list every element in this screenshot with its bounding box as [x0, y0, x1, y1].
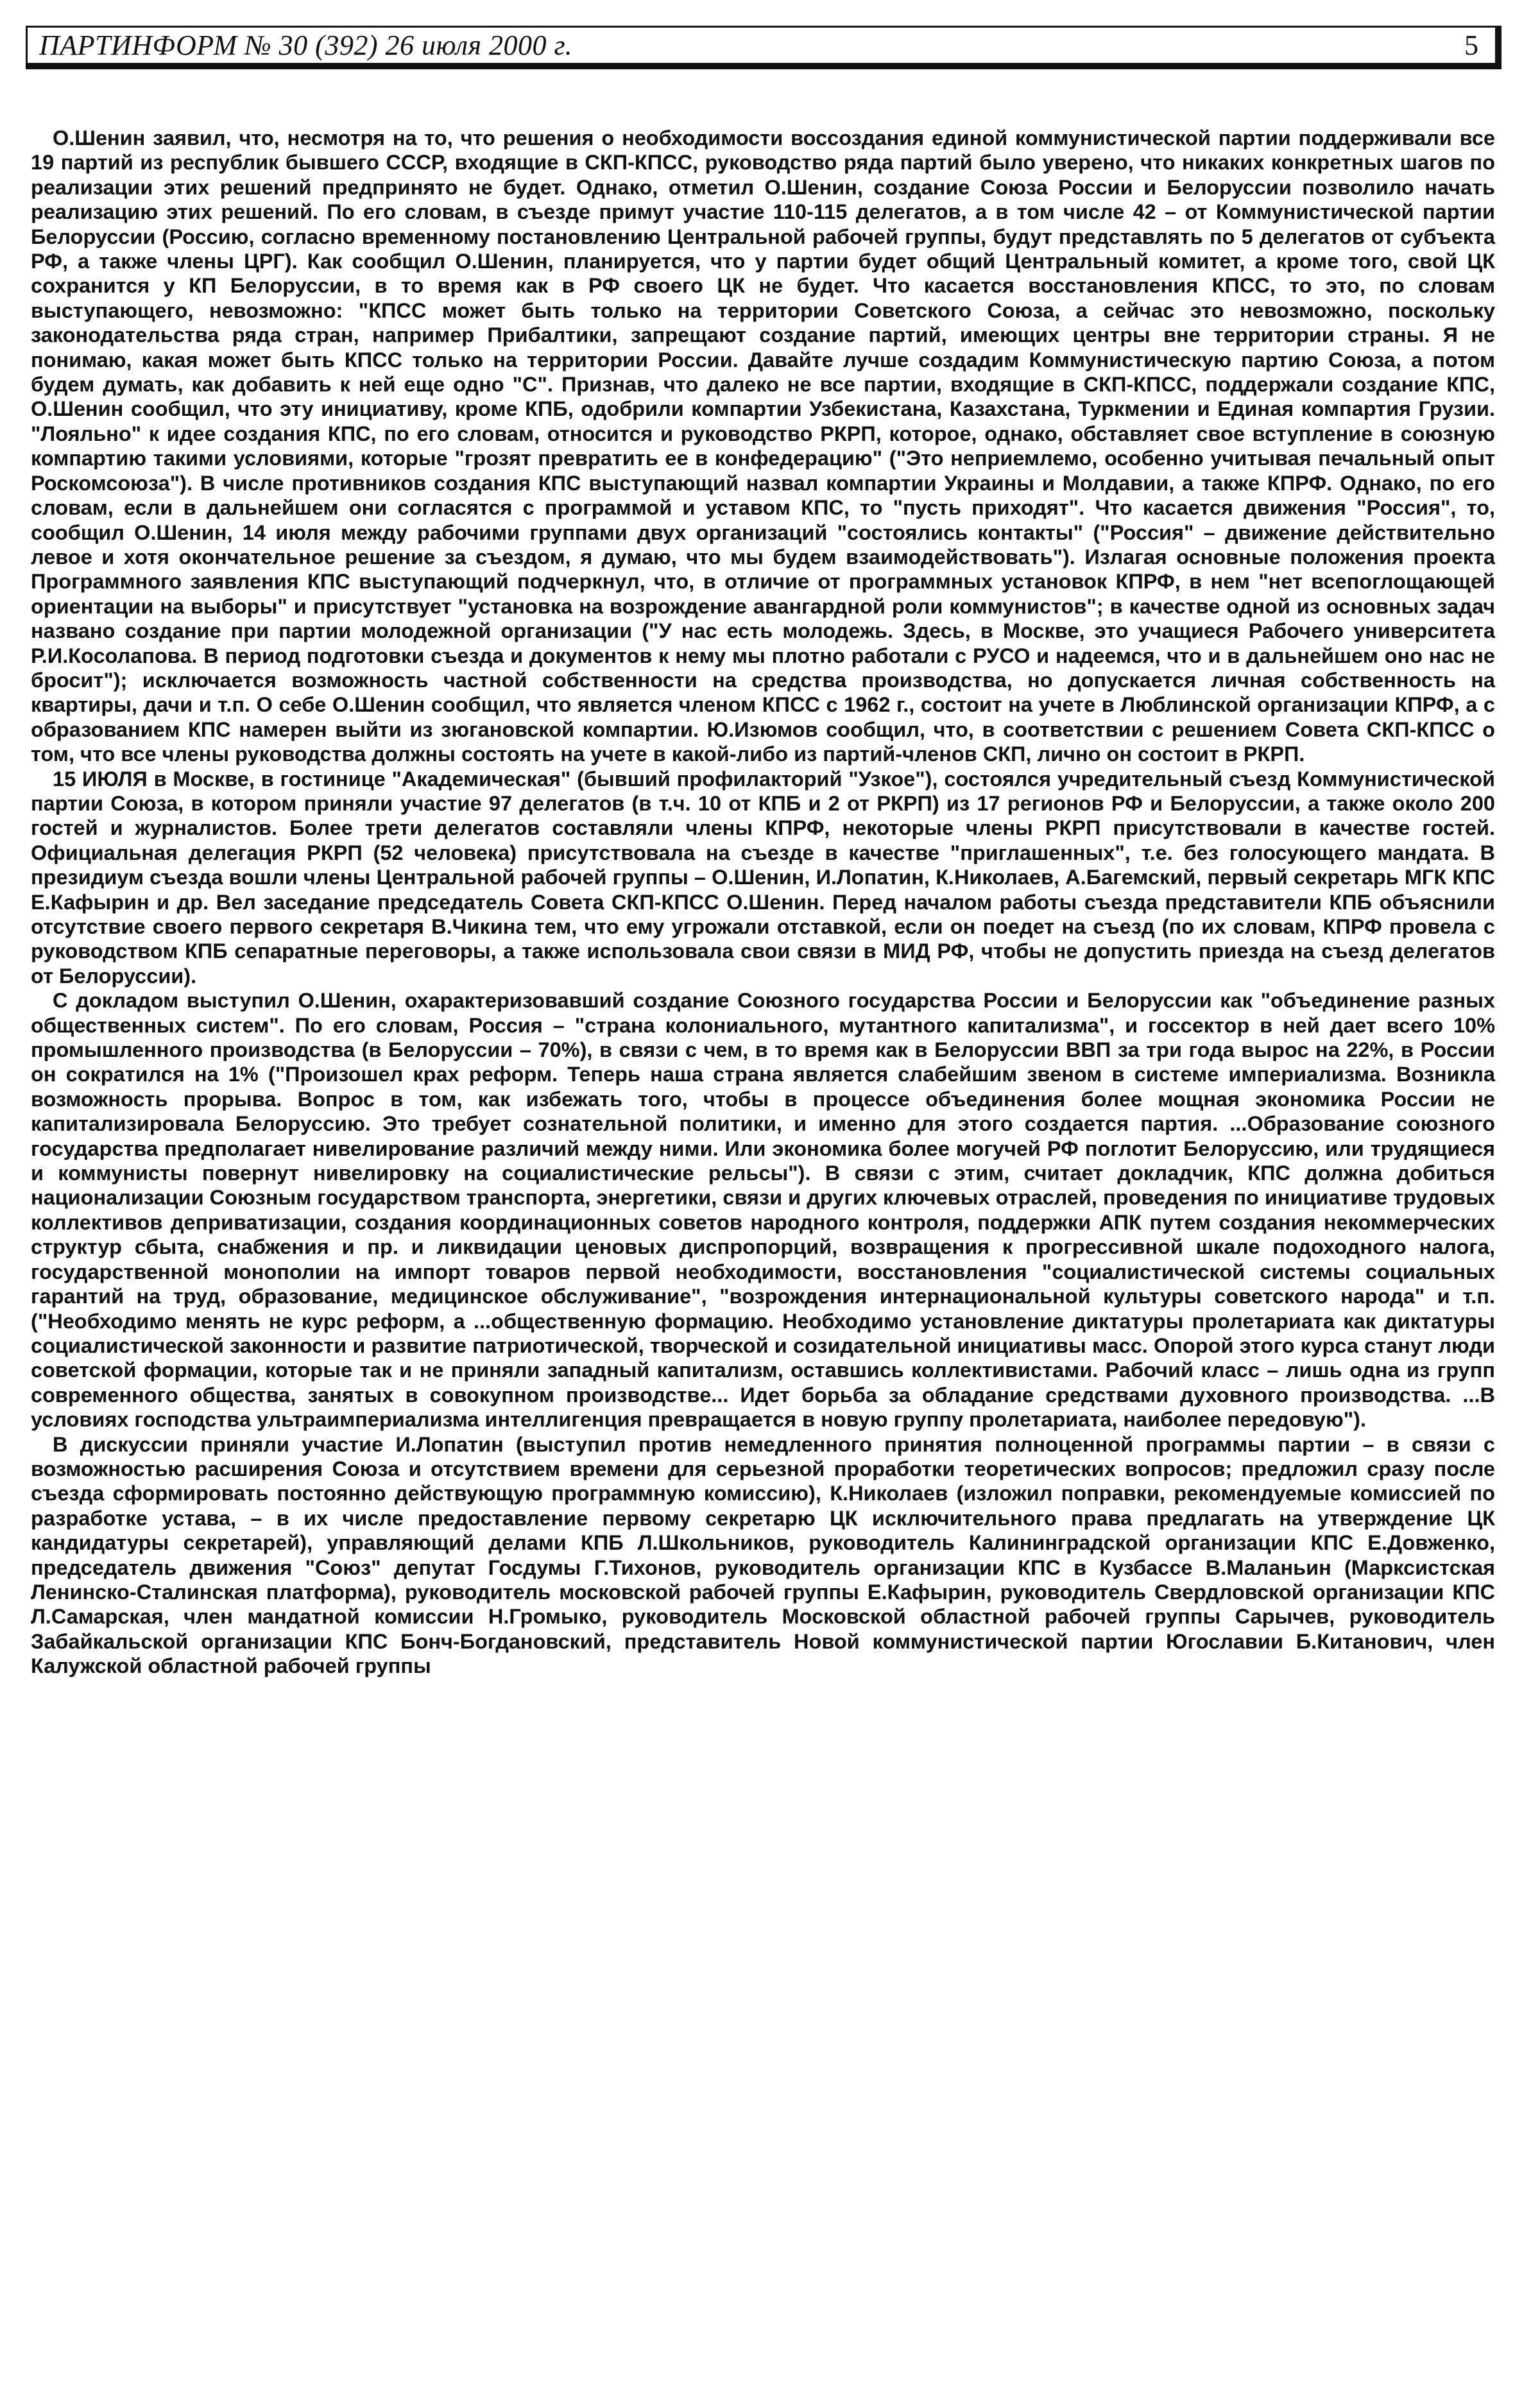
article-body	[31, 126, 1495, 1679]
article-paragraph: О.Шенин заявил, что, несмотря на то, что решения о необходимости воссоздания единой коммунистической партии поддерживали все 19 партий из республик бывшего СССР, входящие в СКП-КПСС, руководство ряда партий было уверено, что никаких конкретных шагов по реализации этих решений предпринято не будет. Однако, отметил О.Шенин, создание Союза России и Белоруссии позволило начать реализацию этих решений. По его словам, в съезде примут участие 110-115 делегатов, а в том числе 42 – от Коммунистической партии Белоруссии (Россию, согласно временному постановлению Центральной рабочей группы, будут представлять по 5 делегатов от субъекта РФ, а также члены ЦРГ). Как сообщил О.Шенин, планируется, что у партии будет общий Центральный комитет, а кроме того, свой ЦК сохранится у КП Белоруссии, в то время как в РФ своего ЦК не будет. Что касается восстановления КПСС, то это, по словам выступающего, невозможно: "КПСС может быть только на территории Советского Союза, а сейчас это невозможно, поскольку законодательства ряда стран, например Прибалтики, запрещают создание партий, имеющих центры вне территории страны. Я не понимаю, какая может быть КПСС только на территории России. Давайте лучше создадим Коммунистическую партию Союза, а потом будем думать, как добавить к ней еще одно "С". Признав, что далеко не все партии, входящие в СКП-КПСС, поддержали создание КПС, О.Шенин сообщил, что эту инициативу, кроме КПБ, одобрили компартии Узбекистана, Казахстана, Туркмении и Единая компартия Грузии. "Лояльно" к идее создания КПС, по его словам, относится и руководство РКРП, которое, однако, обставляет свое вступление в союзную компартию такими условиями, которые "грозят превратить ее в конфедерацию" ("Это неприемлемо, особенно учитывая печальный опыт Роскомсоюза"). В числе противников создания КПС выступающий назвал компартии Украины и Молдавии, а также КПРФ. Однако, по его словам, если в дальнейшем они согласятся с программой и уставом КПС, то "пусть приходят". Что касается движения "Россия", то, сообщил О.Шенин, 14 июля между рабочими группами двух организаций "состоялись контакты" ("Россия" – движение действительно левое и хотя окончательное решение за съездом, я думаю, что мы будем взаимодействовать"). Излагая основные положения проекта Программного заявления КПС выступающий подчеркнул, что, в отличие от программных установок КПРФ, в нем "нет всепоглощающей ориентации на выборы" и присутствует "установка на возрождение авангардной роли коммунистов"; в качестве одной из основных задач названо создание при партии молодежной организации ("У нас есть молодежь. Здесь, в Москве, это учащиеся Рабочего университета Р.И.Косолапова. В период подготовки съезда и документов к нему мы плотно работали с РУСО и надеемся, что и в дальнейшем оно нас не бросит"); исключается возможность частной собственности на средства производства, но допускается личная собственность на квартиры, дачи и т.п. О себе О.Шенин сообщил, что является членом КПСС с 1962 г., состоит на учете в Люблинской организации КПРФ, а с образованием КПС намерен выйти из зюгановской компартии. Ю.Изюмов сообщил, что, в соответствии с решением Совета СКП-КПСС о том, что все члены руководства должны состоять на учете в какой-либо из партий-членов СКП, лично он состоит в РКРП.	[31, 126, 1495, 766]
page-header	[26, 26, 1502, 69]
article-paragraph: 15 ИЮЛЯ в Москве, в гостинице "Академическая" (бывший профилакторий "Узкое"), состоялся учредительный съезд Коммунистической партии Союза, в котором приняли участие 97 делегатов (в т.ч. 10 от КПБ и 2 от РКРП) из 17 регионов РФ и Белоруссии, а также около 200 гостей и журналистов. Более трети делегатов составляли члены КПРФ, некоторые члены РКРП присутствовали в качестве гостей. Официальная делегация РКРП (52 человека) присутствовала на съезде в качестве "приглашенных", т.е. без голосующего мандата. В президиум съезда вошли члены Центральной рабочей группы – О.Шенин, И.Лопатин, К.Николаев, А.Багемский, первый секретарь МГК КПС Е.Кафырин и др. Вел заседание председатель Совета СКП-КПСС О.Шенин. Перед началом работы съезда представители КПБ объяснили отсутствие своего первого секретаря В.Чикина тем, что ему угрожали отставкой, если он поедет на съезд (по их словам, КПРФ провела с руководством КПБ сепаратные переговоры, а также использовала свои связи в МИД РФ, чтобы не допустить приезда на съезд делегатов от Белоруссии).	[31, 767, 1495, 988]
article-paragraph: В дискуссии приняли участие И.Лопатин (выступил против немедленного принятия полноценной программы партии – в связи с возможностью расширения Союза и отсутствием времени для серьезной проработки теоретических вопросов; предложил сразу после съезда сформировать постоянно действующую программную комиссию), К.Николаев (изложил поправки, рекомендуемые комиссией по разработке устава, – в их числе предоставление первому секретарю ЦК исключительного права предлагать на утверждение ЦК кандидатуры секретарей), управляющий делами КПБ Л.Школьников, руководитель Калининградской организации КПС Е.Довженко, председатель движения "Союз" депутат Госдумы Г.Тихонов, руководитель организации КПС в Кузбассе В.Маланьин (Марксистская Ленинско-Сталинская платформа), руководитель московской рабочей группы Е.Кафырин, руководитель Свердловской организации КПС Л.Самарская, член мандатной комиссии Н.Громыко, руководитель Московской областной рабочей группы Сарычев, руководитель Забайкальской организации КПС Бонч-Богдановский, представитель Новой коммунистической партии Югославии Б.Китанович, член Калужской областной рабочей группы	[31, 1432, 1495, 1678]
header-title: ПАРТИНФОРМ № 30 (392) 26 июля 2000 г.	[39, 30, 573, 61]
article-paragraph: С докладом выступил О.Шенин, охарактеризовавший создание Союзного государства России и Белоруссии как "объединение разных общественных систем". По его словам, Россия – "страна колониального, мутантного капитализма", и госсектор в ней дает всего 10% промышленного производства (в Белоруссии – 70%), в связи с чем, в то время как в Белоруссии ВВП за три года вырос на 22%, в России он сократился на 1% ("Произошел крах реформ. Теперь наша страна является слабейшим звеном в системе империализма. Возникла возможность прорыва. Вопрос в том, как избежать того, чтобы в процессе объединения более мощная экономика России не капитализировала Белоруссию. Это требует сознательной политики, и именно для этого создается партия. ...Образование союзного государства предполагает нивелирование различий между ними. Или экономика более могучей РФ поглотит Белоруссию, или трудящиеся и коммунисты повернут нивелировку на социалистические рельсы"). В связи с этим, считает докладчик, КПС должна добиться национализации Союзным государством транспорта, энергетики, связи и других ключевых отраслей, проведения по инициативе трудовых коллективов деприватизации, создания координационных советов народного контроля, поддержки АПК путем создания некоммерческих структур сбыта, снабжения и пр. и ликвидации ценовых диспропорций, возвращения к прогрессивной шкале подоходного налога, государственной монополии на импорт товаров первой необходимости, восстановления "социалистической системы социальных гарантий на труд, образование, медицинское обслуживание", "возрождения интернациональной культуры советского народа" и т.п. ("Необходимо менять не курс реформ, а ...общественную формацию. Необходимо установление диктатуры пролетариата как диктатуры социалистической законности и развитие патриотической, творческой и созидательной инициативы масс. Опорой этого курса станут люди советской формации, которые так и не приняли западный капитализм, оставшись коллективистами. Рабочий класс – лишь одна из групп современного общества, занятых в совокупном производстве... Идет борьба за обладание средствами духовного производства. ...В условиях господства ультраимпериализма интеллигенция превращается в новую группу пролетариата, наиболее передовую").	[31, 989, 1495, 1432]
page-number: 5	[1464, 30, 1478, 61]
